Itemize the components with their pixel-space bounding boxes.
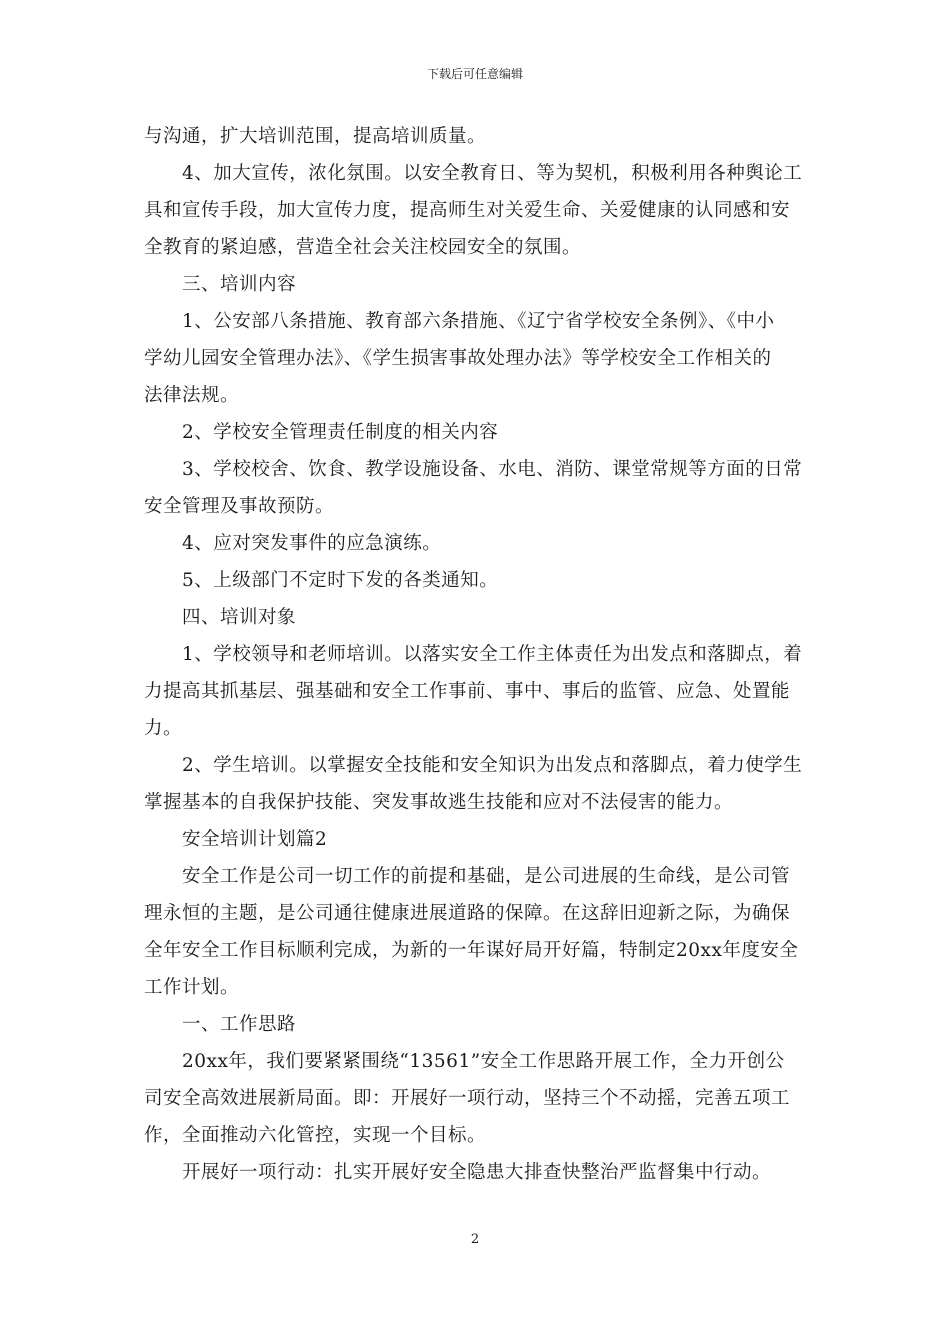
paragraph <box>144 266 808 303</box>
paragraph-line: 2、学生培训。以掌握安全技能和安全知识为出发点和落脚点，着力使学生 <box>182 755 803 776</box>
paragraph-line: 开展好一项行动：扎实开展好安全隐患大排查快整治严监督集中行动。 <box>182 1162 772 1183</box>
paragraph-line: 法律法规。 <box>144 385 240 406</box>
paragraph-line: 三、培训内容 <box>182 274 297 295</box>
paragraph-line: 与沟通，扩大培训范围，提高培训质量。 <box>144 126 487 147</box>
paragraph-line: 5、上级部门不定时下发的各类通知。 <box>182 570 499 591</box>
paragraph-line: 1、学校领导和老师培训。以落实安全工作主体责任为出发点和落脚点，着 <box>182 644 803 665</box>
paragraph <box>144 747 808 821</box>
document-body <box>144 118 808 1191</box>
paragraph-line: 安全管理及事故预防。 <box>144 496 335 517</box>
paragraph <box>144 821 808 858</box>
paragraph <box>144 1154 808 1191</box>
paragraph <box>144 562 808 599</box>
paragraph-line: 4、加大宣传，浓化氛围。以安全教育日、等为契机，积极利用各种舆论工 <box>182 163 803 184</box>
paragraph-line: 4、应对突发事件的应急演练。 <box>182 533 442 554</box>
paragraph-line: 安全工作是公司一切工作的前提和基础，是公司进展的生命线，是公司管 <box>182 866 791 887</box>
paragraph <box>144 155 808 266</box>
paragraph <box>144 525 808 562</box>
paragraph <box>144 118 808 155</box>
paragraph-line: 四、培训对象 <box>182 607 297 628</box>
paragraph-line: 全年安全工作目标顺利完成，为新的一年谋好局开好篇，特制定20xx年度安全 <box>144 940 799 961</box>
paragraph-line: 1、公安部八条措施、教育部六条措施、《辽宁省学校安全条例》、《中小 <box>182 311 775 332</box>
paragraph-line: 一、工作思路 <box>182 1014 297 1035</box>
paragraph <box>144 599 808 636</box>
paragraph-line: 学幼儿园安全管理办法》、《学生损害事故处理办法》等学校安全工作相关的 <box>144 348 772 369</box>
paragraph-line: 力提高其抓基层、强基础和安全工作事前、事中、事后的监管、应急、处置能 <box>144 681 791 702</box>
paragraph-line: 全教育的紧迫感，营造全社会关注校园安全的氛围。 <box>144 237 582 258</box>
paragraph-line: 安全培训计划篇2 <box>182 829 328 850</box>
paragraph-line: 掌握基本的自我保护技能、突发事故逃生技能和应对不法侵害的能力。 <box>144 792 734 813</box>
paragraph <box>144 451 808 525</box>
page-number: 2 <box>470 1232 480 1247</box>
paragraph-line: 司安全高效进展新局面。即：开展好一项行动，坚持三个不动摇，完善五项工 <box>144 1088 791 1109</box>
paragraph-line: 理永恒的主题，是公司通往健康进展道路的保障。在这辞旧迎新之际，为确保 <box>144 903 791 924</box>
paragraph-line: 具和宣传手段，加大宣传力度，提高师生对关爱生命、关爱健康的认同感和安 <box>144 200 791 221</box>
page-header: 下载后可任意编辑 <box>426 67 523 81</box>
paragraph-line: 2、学校安全管理责任制度的相关内容 <box>182 422 499 443</box>
paragraph-line: 3、学校校舍、饮食、教学设施设备、水电、消防、课堂常规等方面的日常 <box>182 459 803 480</box>
paragraph <box>144 303 808 414</box>
paragraph-line: 工作计划。 <box>144 977 240 998</box>
paragraph <box>144 1006 808 1043</box>
paragraph <box>144 636 808 747</box>
paragraph-line: 力。 <box>144 718 183 739</box>
paragraph-line: 作，全面推动六化管控，实现一个目标。 <box>144 1125 487 1146</box>
paragraph <box>144 1043 808 1154</box>
paragraph-line: 20xx年，我们要紧紧围绕“13561”安全工作思路开展工作，全力开创公 <box>182 1051 785 1072</box>
paragraph <box>144 858 808 1006</box>
paragraph <box>144 414 808 451</box>
